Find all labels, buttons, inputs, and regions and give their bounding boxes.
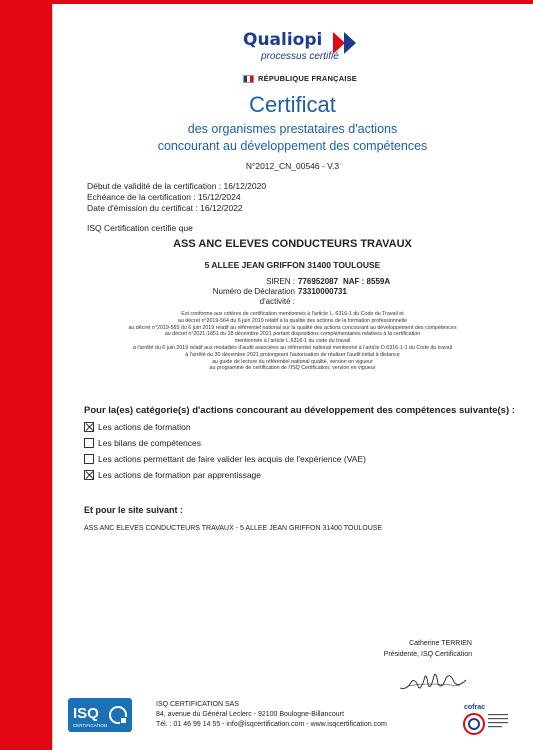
issue-date: Date d'émission du certificat : 16/12/2022 xyxy=(87,203,243,213)
certification-dates xyxy=(87,181,266,214)
naf-code: NAF : 8559A xyxy=(343,277,391,286)
siren-label: SIREN : xyxy=(266,277,295,286)
footer xyxy=(156,700,387,730)
category-label: Les actions de formation xyxy=(98,422,191,432)
declaration-value: 73310000731 xyxy=(298,287,347,296)
site-title: Et pour le site suivant : xyxy=(84,505,184,515)
isq-logo-text: ISQ xyxy=(73,705,99,722)
category-label: Les bilans de compétences xyxy=(98,438,202,448)
cofrac-text: cofrac xyxy=(464,704,486,711)
legal-line: mentionnée à l'article L.6316-1 du code du travail xyxy=(234,338,351,345)
category-checkbox xyxy=(84,422,94,432)
siren-value: 776952087 xyxy=(298,277,339,286)
handwritten-signature xyxy=(398,666,468,694)
legal-text xyxy=(52,311,533,372)
organization-name: ASS ANC ELEVES CONDUCTEURS TRAVAUX xyxy=(173,238,412,250)
subtitle-line-1: des organismes prestataires d'actions xyxy=(187,122,398,136)
republique-label: RÉPUBLIQUE FRANÇAISE xyxy=(258,74,358,83)
cofrac-accreditation-logo xyxy=(462,700,512,740)
validity-end: Echéance de la certification : 15/12/2024 xyxy=(87,192,241,202)
certificate-number: N°2012_CN_00546 - V.3 xyxy=(245,161,340,171)
category-label: Les actions de formation par apprentissage xyxy=(98,470,262,480)
qualiopi-logo xyxy=(243,30,363,90)
qualiopi-wordmark: Qualiopi xyxy=(243,30,323,50)
legal-line: à l'arrêté du 6 juin 2019 relatif aux modalités d'audit associées au référentiel national mentionné à l'article D.6316-1-1 du Code du travail xyxy=(133,344,452,351)
subtitle-line-2: concourant au développement des compétences xyxy=(157,139,428,153)
page-title: Certificat xyxy=(249,92,336,117)
validity-start: Début de validité de la certification : 16/12/2020 xyxy=(87,181,267,191)
legal-line: au décret n°2021-1851 du 28 décembre 2021 portant dispositions complémentaires relatives à la certification xyxy=(164,331,421,338)
category-checkbox xyxy=(84,470,94,480)
category-checkbox xyxy=(84,438,94,448)
signatory-role: Présidente, ISQ Certification xyxy=(383,651,472,658)
footer-address: 84, avenue du Général Leclerc - 92100 Boulogne-Billancourt xyxy=(156,711,344,718)
signatory-block xyxy=(330,638,472,660)
legal-line: au décret n°2019-564 du 6 juin 2019 relatif à la qualité des actions de la formation professionnelle xyxy=(177,317,408,324)
footer-company: ISQ CERTIFICATION SAS xyxy=(156,701,239,708)
identifier-values xyxy=(298,277,347,297)
category-label: Les actions permettant de faire valider les acquis de l'expérience (VAE) xyxy=(98,454,366,464)
footer-contact: Tél. : 01 46 99 14 55 - info@isqcertification.com - www.isqcertification.com xyxy=(156,721,387,728)
french-flag-icon xyxy=(243,75,254,83)
legal-line: au guide de lecture du référentiel national qualité, version en vigueur xyxy=(212,358,373,365)
certifier-intro: ISQ Certification certifie que xyxy=(87,223,193,233)
legal-line: Est conforme aux critères de certification mentionnés à l'article L. 6316-1 du Code du Travail et xyxy=(181,311,404,317)
signatory-name: Catherine TERRIEN xyxy=(409,640,472,647)
qualiopi-tagline: processus certifié xyxy=(261,51,339,62)
isq-logo-sub: CERTIFICATION xyxy=(73,723,108,728)
legal-line: au programme de certification de l'ISQ Certification, version en vigueur xyxy=(209,365,376,372)
site-value: ASS ANC ELEVES CONDUCTEURS TRAVAUX - 5 ALLEE JEAN GRIFFON 31400 TOULOUSE xyxy=(84,525,383,532)
category-checkbox xyxy=(84,454,94,464)
qualiopi-chevron-blue-icon xyxy=(344,32,356,54)
organization-address: 5 ALLEE JEAN GRIFFON 31400 TOULOUSE xyxy=(204,260,381,270)
declaration-label: Numéro de Déclaration d'activité : xyxy=(212,287,295,306)
legal-line: au décret n°2019-565 du 6 juin 2019 relatif au référentiel national sur la qualité des actions concourant au développement des compétences xyxy=(128,324,457,331)
red-side-band xyxy=(0,0,52,750)
categories-title: Pour la(es) catégorie(s) d'actions concourant au développement des compétences suivante(s) : xyxy=(84,405,515,416)
identifier-labels xyxy=(205,277,295,307)
legal-line: à l'arrêté du 30 décembre 2021 prolongeant l'autorisation de réaliser l'audit initial à distance xyxy=(185,351,400,358)
republique-francaise xyxy=(243,74,357,83)
isq-certification-logo xyxy=(68,698,132,732)
